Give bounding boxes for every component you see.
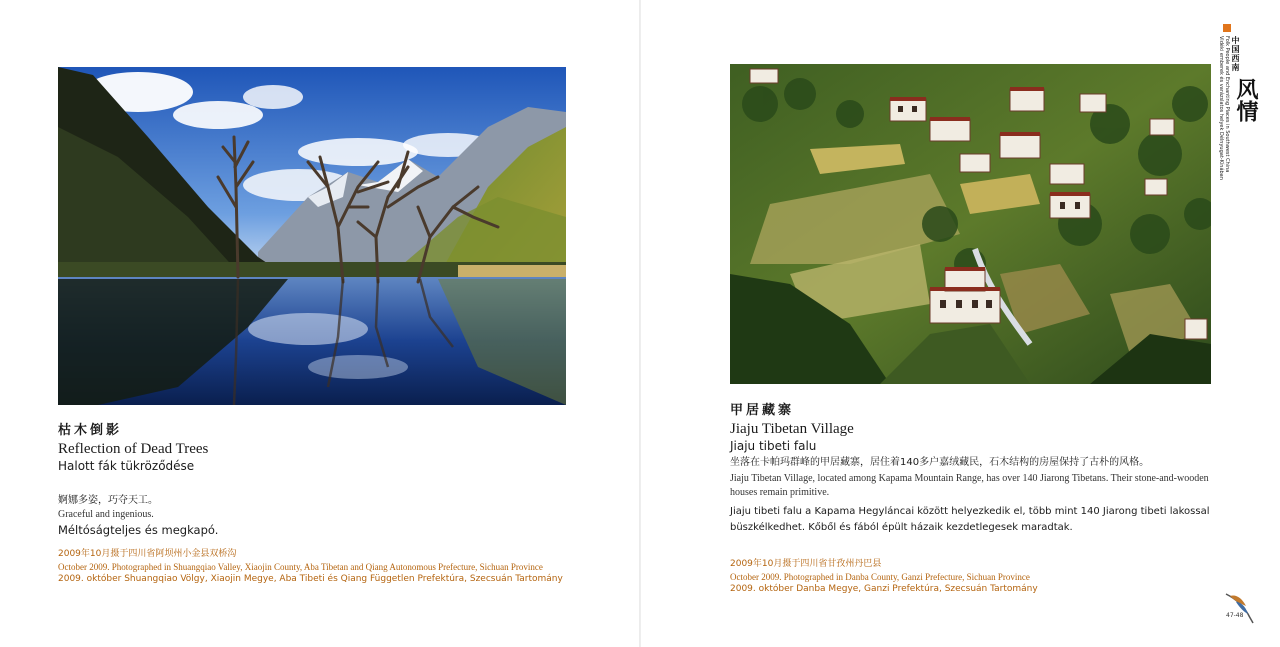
left-credit-hu: 2009. október Shuangqiao Völgy, Xiaojin Megye, Aba Tibeti és Qiang Független Prefektúra, Szecsuán Tartomány [58,574,563,584]
right-title-zh: 甲居藏寨 [730,403,795,418]
village-hillside-image [730,64,1211,384]
series-subtitle-en-hu [1218,36,1230,180]
right-caption [730,399,1210,454]
right-title-en: Jiaju Tibetan Village [730,421,854,437]
left-title-en: Reflection of Dead Trees [58,441,209,457]
left-description [58,494,618,539]
left-caption [58,419,618,474]
series-title-zh: 中国西南 [1231,36,1240,72]
lake-reflection-image [58,67,566,405]
right-desc-en: Jiaju Tibetan Village, located among Kapama Mountain Range, has over 140 Jiarong Tibetans. Their stone-and-wooden houses remain primitive. [730,473,1209,498]
left-desc-en: Graceful and ingenious. [58,509,154,520]
right-desc-hu: Jiaju tibeti falu a Kapama Hegyláncai között helyezkedik el, több mint 140 Jiarong tibeti lakossal büszkélkedhet. Kőből és fából épült házaik kezdetlegesek maradtak. [730,506,1210,533]
series-tab [1218,22,1259,212]
left-desc-hu: Méltóságteljes és megkapó. [58,523,219,537]
series-calligraphy: 风情 [1233,78,1259,122]
right-description [730,456,1210,536]
page-number: 47-48 [1226,612,1244,619]
photo-dead-trees-reflection [58,67,566,405]
right-photo-credit [730,558,1210,596]
left-photo-credit [58,548,633,586]
right-desc-zh: 坐落在卡帕玛群峰的甲居藏寨，居住着140多户嘉绒藏民，石木结构的房屋保持了古朴的风格。 [730,457,1150,468]
series-subtitle-hu: Vidéki emberek és varázslatos helyek Délnyugat-Kínában [1218,36,1224,180]
left-credit-en: October 2009. Photographed in Shuangqiao Valley, Xiaojin County, Aba Tibetan and Qiang Autonomous Prefecture, Sichuan Province [58,562,543,572]
left-title-zh: 枯木倒影 [58,423,123,438]
photo-jiaju-village [730,64,1211,384]
series-subtitle-en: Folk People and Enchanting Places in Southwest China [1224,36,1230,173]
right-credit-hu: 2009. október Danba Megye, Ganzi Prefektúra, Szecsuán Tartomány [730,584,1038,594]
left-desc-zh: 婀娜多姿，巧夺天工。 [58,495,158,506]
series-accent-square [1223,24,1231,32]
spread-fold [639,0,641,647]
left-title-hu: Halott fák tükröződése [58,459,195,473]
right-credit-en: October 2009. Photographed in Danba County, Ganzi Prefecture, Sichuan Province [730,572,1030,582]
right-title-hu: Jiaju tibeti falu [730,439,817,453]
right-credit-zh: 2009年10月摄于四川省甘孜州丹巴县 [730,559,882,569]
left-credit-zh: 2009年10月摄于四川省阿坝州小金县双桥沟 [58,549,237,559]
